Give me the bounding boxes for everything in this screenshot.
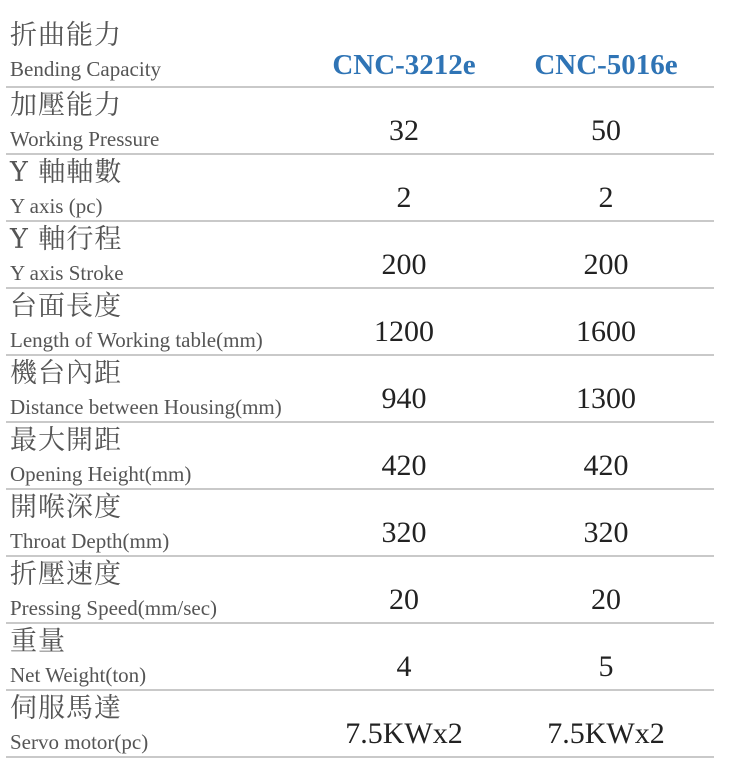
value-model-2: 200 [583,248,629,281]
header-label-zh: 折曲能力 [10,20,122,51]
model-name-2: CNC-5016e [534,49,678,81]
row-label-en: Servo motor(pc) [10,730,149,754]
row-label-zh: Y 軸軸數 [10,157,123,188]
value-model-2: 5 [598,650,614,683]
table-row [6,155,714,222]
table-body [6,88,714,758]
row-label-en: Pressing Speed(mm/sec) [10,596,218,620]
value-model-1: 320 [381,516,427,549]
value-model-2: 7.5KWx2 [547,717,665,750]
value-model-2: 20 [591,583,621,616]
table-row [6,289,714,356]
row-label [10,90,159,152]
header-label [10,20,161,82]
row-label [10,693,148,755]
row-label-zh: Y 軸行程 [10,224,123,255]
row-label-en: Y axis Stroke [10,261,124,285]
row-label [10,626,146,688]
row-label [10,358,282,420]
row-label-en: Working Pressure [10,127,160,151]
row-label-zh: 伺服馬達 [10,693,122,724]
row-label [10,492,169,554]
table-row [6,490,714,557]
value-model-1: 4 [396,650,412,683]
row-label-en: Y axis (pc) [10,194,103,218]
model-name-1: CNC-3212e [332,49,476,81]
table-header-row [6,18,714,88]
value-model-2: 50 [591,114,621,147]
value-model-1: 32 [389,114,419,147]
row-label-zh: 加壓能力 [10,90,122,121]
header-label-en: Bending Capacity [10,57,162,81]
table-row [6,222,714,289]
value-model-1: 20 [389,583,419,616]
row-label [10,559,217,621]
row-label-en: Net Weight(ton) [10,663,147,687]
value-model-2: 320 [583,516,629,549]
value-model-1: 7.5KWx2 [345,717,463,750]
row-label-zh: 機台內距 [10,358,122,389]
value-model-2: 1300 [576,382,636,415]
row-label [10,291,263,353]
table-row [6,423,714,490]
value-model-2: 420 [583,449,629,482]
value-model-2: 1600 [576,315,636,348]
row-label-en: Opening Height(mm) [10,462,192,486]
row-label-zh: 開喉深度 [10,492,122,523]
value-model-1: 420 [381,449,427,482]
table-row [6,557,714,624]
table-row [6,624,714,691]
value-model-1: 200 [381,248,427,281]
row-label-en: Length of Working table(mm) [10,328,263,352]
table-row [6,88,714,155]
table-row [6,356,714,423]
row-label-zh: 台面長度 [10,291,122,322]
row-label [10,425,191,487]
row-label [10,224,124,286]
row-label-en: Distance between Housing(mm) [10,395,282,419]
row-label [10,157,122,219]
value-model-2: 2 [598,181,614,214]
row-label-en: Throat Depth(mm) [10,529,170,553]
value-model-1: 1200 [374,315,434,348]
row-label-zh: 折壓速度 [10,559,122,590]
value-model-1: 940 [381,382,427,415]
table-row [6,691,714,758]
row-label-zh: 最大開距 [10,425,122,456]
row-label-zh: 重量 [10,626,66,657]
value-model-1: 2 [396,181,412,214]
spec-table [6,18,714,758]
